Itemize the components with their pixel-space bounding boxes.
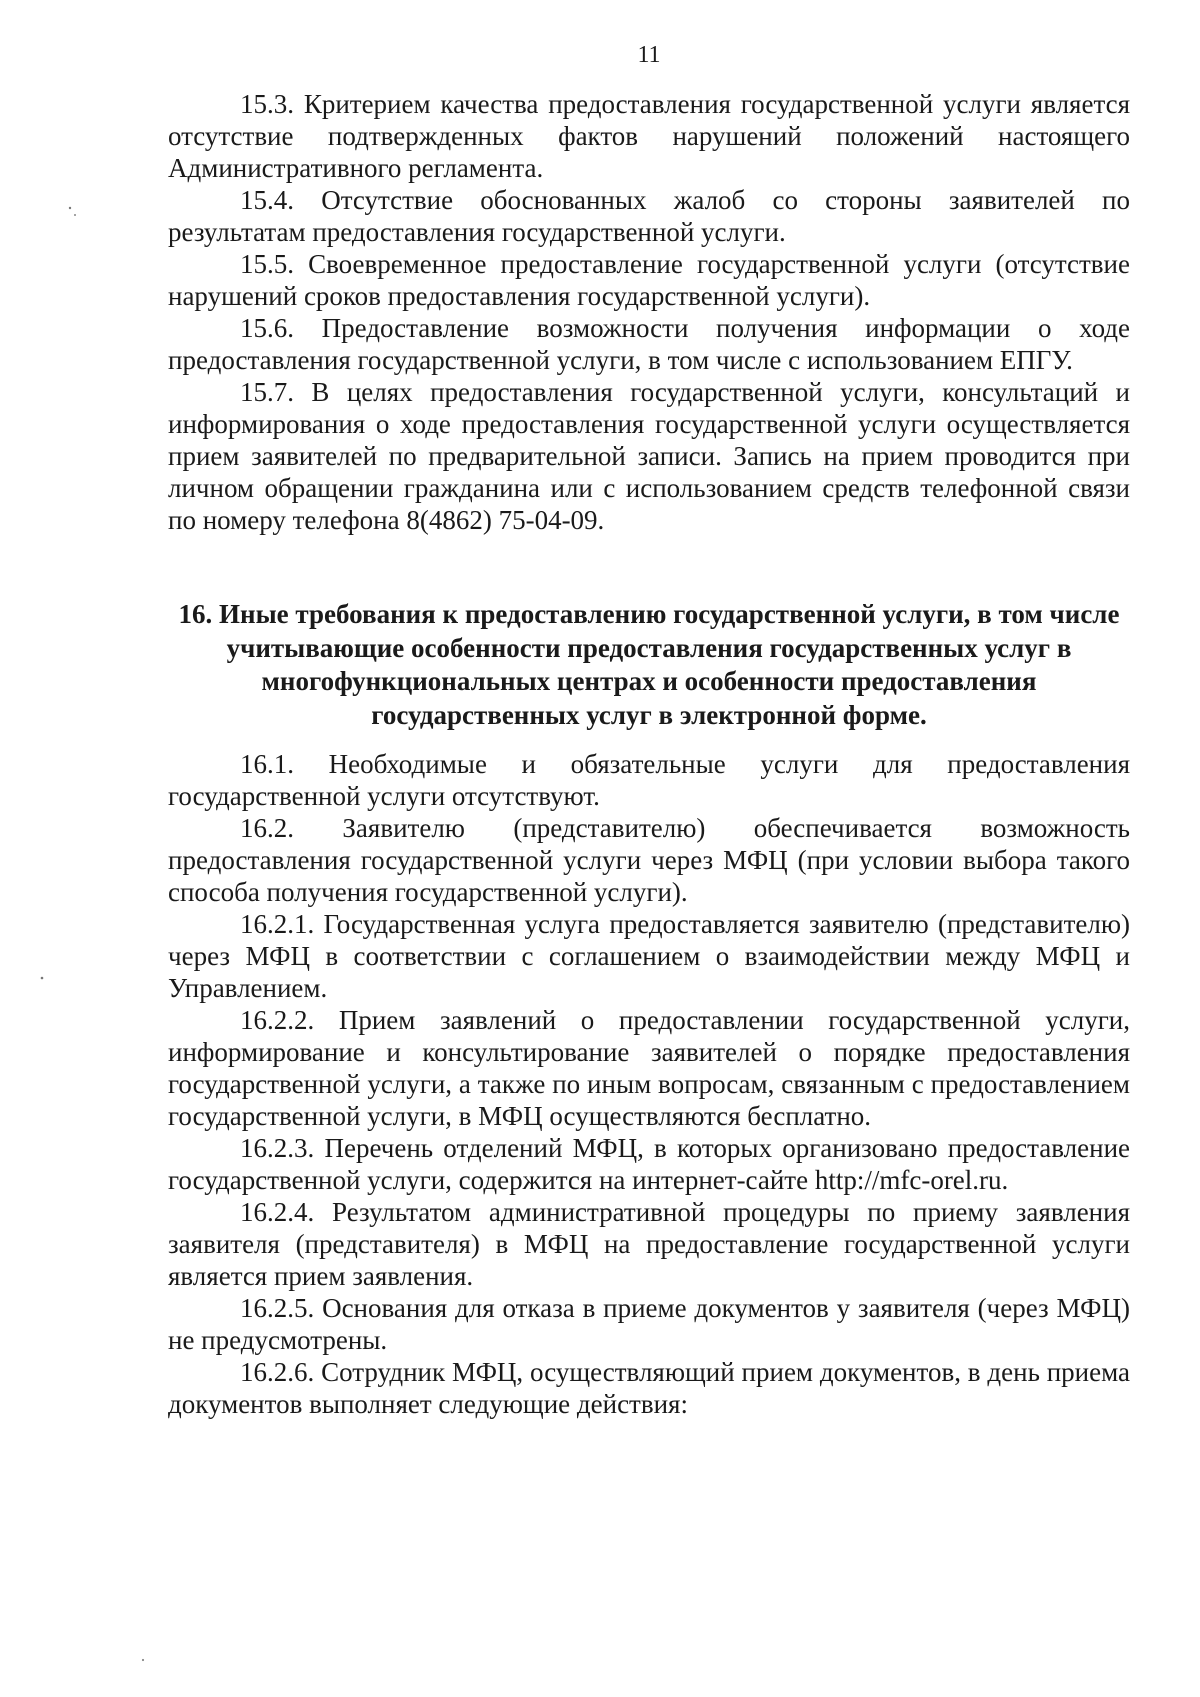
clause-number: 15.3.	[240, 89, 294, 119]
clause-text: Критерием качества предоставления государственной услуги является отсутствие подтвержденных фактов нарушений положений настоящего Административного регламента.	[168, 89, 1130, 183]
paragraph-16-2-2	[168, 1004, 1130, 1132]
scan-speck	[142, 1659, 144, 1661]
paragraph-16-1	[168, 748, 1130, 812]
clause-text: Необходимые и обязательные услуги для предоставления государственной услуги отсутствуют.	[168, 749, 1131, 811]
paragraph-16-2-1	[168, 908, 1130, 1004]
clause-number: 16.2.3.	[240, 1133, 315, 1163]
clause-number: 15.5.	[240, 249, 294, 279]
scan-speck	[74, 214, 76, 216]
paragraph-16-2	[168, 812, 1130, 908]
clause-number: 16.2.	[240, 813, 294, 843]
paragraph-16-2-4	[168, 1196, 1130, 1292]
clause-text: Предоставление возможности получения информации о ходе предоставления государственной услуги, в том числе с использованием ЕПГУ.	[168, 313, 1131, 375]
page-number: 11	[637, 42, 661, 68]
clause-text: Сотрудник МФЦ, осуществляющий прием документов, в день приема документов выполняет следующие действия:	[168, 1357, 1131, 1419]
paragraph-15-3	[168, 88, 1130, 184]
clause-text: Результатом административной процедуры по приему заявления заявителя (представителя) в МФЦ на предоставление государственной услуги является прием заявления.	[168, 1197, 1130, 1291]
paragraph-15-7	[168, 376, 1130, 536]
clause-number: 16.2.1.	[240, 909, 315, 939]
clause-number: 16.1.	[240, 749, 294, 779]
clause-text: Основания для отказа в приеме документов у заявителя (через МФЦ) не предусмотрены.	[168, 1293, 1130, 1355]
clause-number: 16.2.4.	[240, 1197, 315, 1227]
paragraph-16-2-6	[168, 1356, 1130, 1420]
section-15-block	[168, 88, 1130, 536]
clause-text: Заявителю (представителю) обеспечивается возможность предоставления государственной услуги через МФЦ (при условии выбора такого способа получения государственной услуги).	[168, 813, 1130, 907]
clause-text: Отсутствие обоснованных жалоб со стороны заявителей по результатам предоставления государственной услуги.	[168, 185, 1130, 247]
paragraph-15-5	[168, 248, 1130, 312]
clause-text: Государственная услуга предоставляется заявителю (представителю) через МФЦ в соответствии с соглашением о взаимодействии между МФЦ и Управлением.	[168, 909, 1130, 1003]
section-16-heading-block	[168, 598, 1130, 732]
paragraph-16-2-5	[168, 1292, 1130, 1356]
clause-text: В целях предоставления государственной услуги, консультаций и информирования о ходе предоставления государственной услуги осуществляется прием заявителей по предварительной записи. Запись на прием проводится при личном обращении гражданина или с использованием средств телефонной связи по номеру телефона 8(4862) 75-04-09.	[168, 377, 1130, 535]
scan-speck	[69, 207, 71, 209]
clause-number: 15.7.	[240, 377, 294, 407]
clause-number: 15.6.	[240, 313, 294, 343]
section-16-heading: 16. Иные требования к предоставлению государственной услуги, в том числе учитывающие особенности предоставления государственных услуг в многофункциональных центрах и особенности предоставления государственных услуг в электронной форме.	[178, 599, 1120, 730]
clause-number: 16.2.2.	[240, 1005, 315, 1035]
clause-text: Прием заявлений о предоставлении государственной услуги, информирование и консультирование заявителей о порядке предоставления государственной услуги, а также по иным вопросам, связанным с предоставлением государственной услуги, в МФЦ осуществляются бесплатно.	[168, 1005, 1130, 1131]
clause-number: 16.2.6.	[240, 1357, 315, 1387]
section-16-block	[168, 748, 1130, 1420]
paragraph-15-6	[168, 312, 1130, 376]
clause-number: 16.2.5.	[240, 1293, 315, 1323]
scan-speck	[41, 977, 44, 980]
clause-number: 15.4.	[240, 185, 294, 215]
clause-text: Своевременное предоставление государственной услуги (отсутствие нарушений сроков предоставления государственной услуги).	[168, 249, 1130, 311]
paragraph-16-2-3	[168, 1132, 1130, 1196]
paragraph-15-4	[168, 184, 1130, 248]
clause-text: Перечень отделений МФЦ, в которых организовано предоставление государственной услуги, содержится на интернет-сайте http://mfc-orel.ru.	[168, 1133, 1131, 1195]
